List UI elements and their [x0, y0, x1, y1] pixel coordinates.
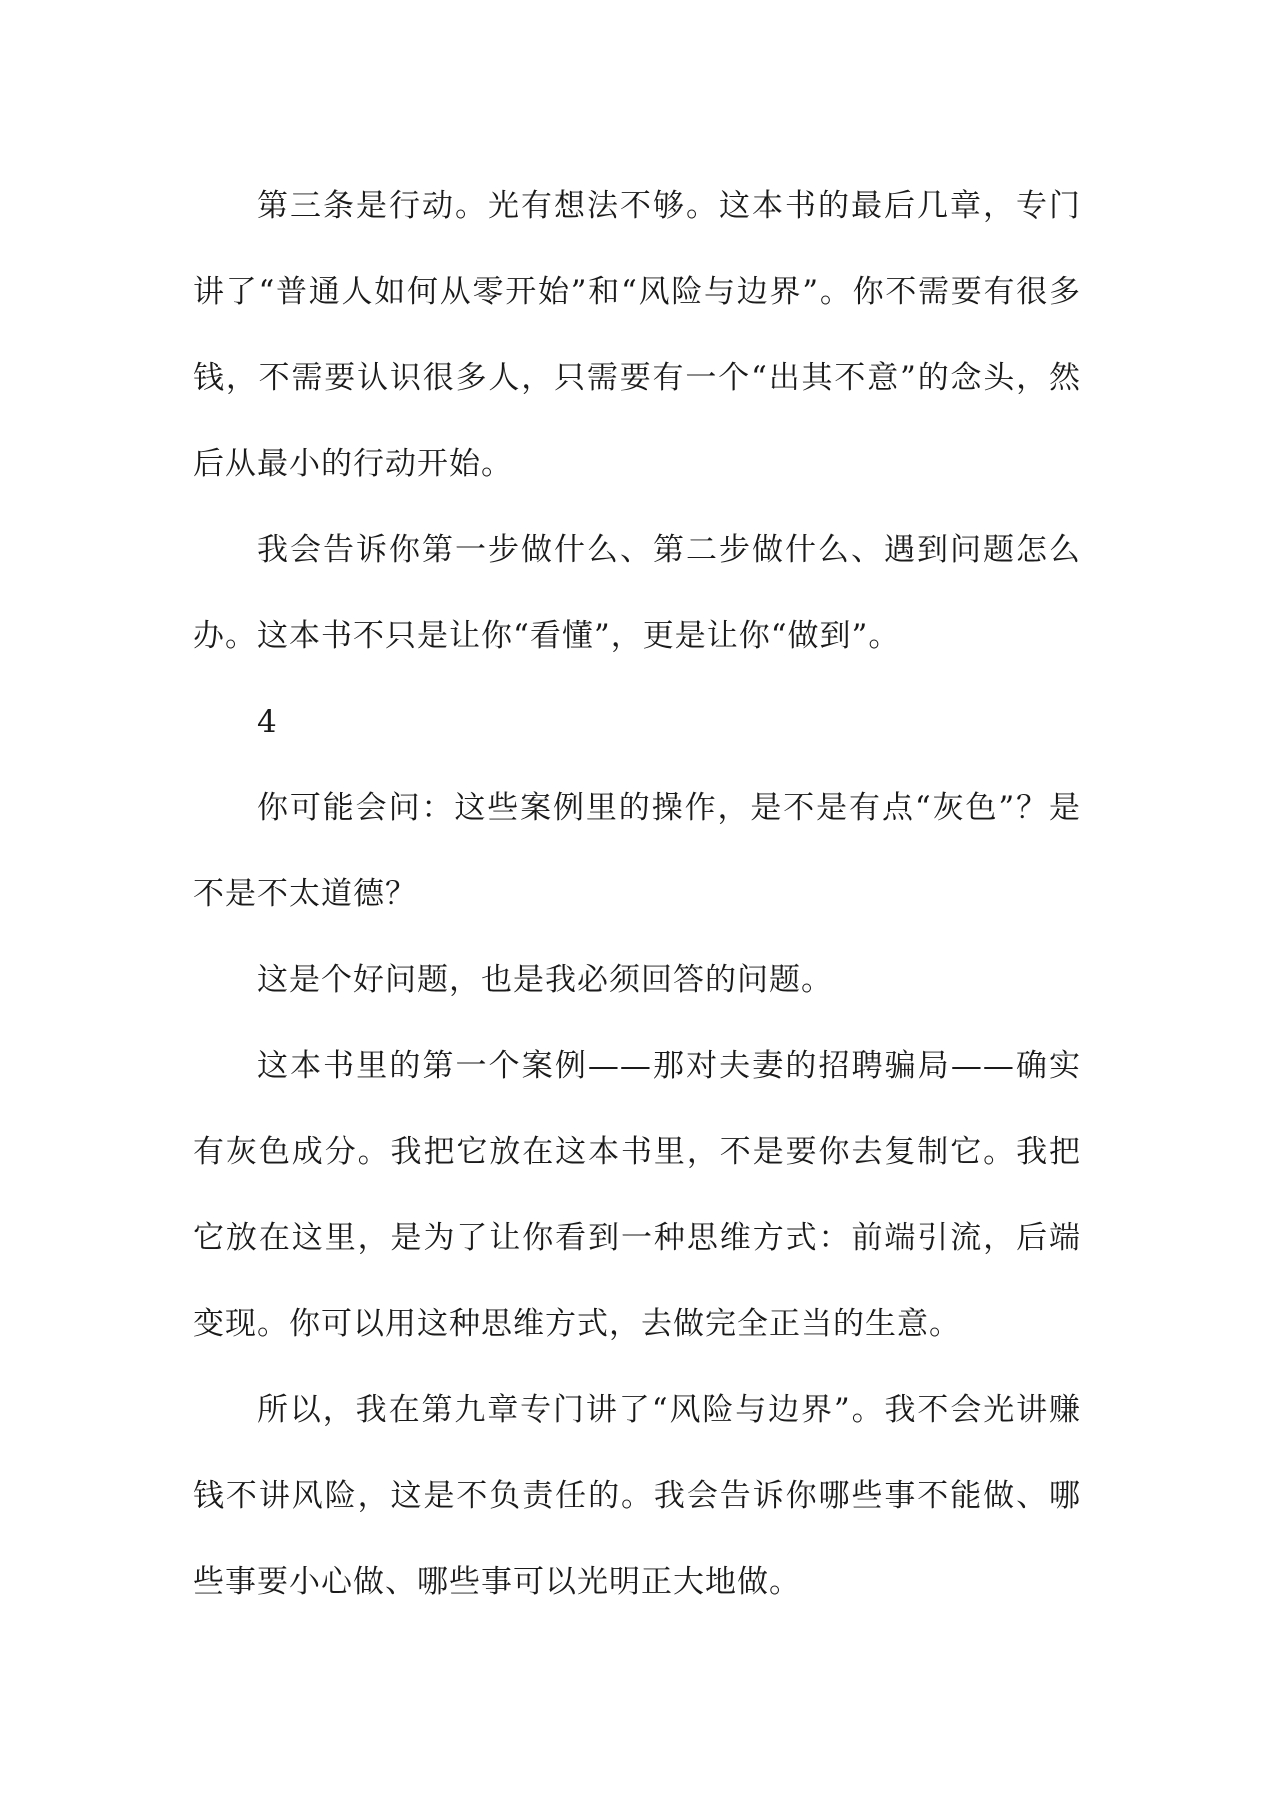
paragraph-action: 第三条是行动。光有想法不够。这本书的最后几章，专门讲了“普通人如何从零开始”和“风险与边界”。你不需要有很多钱，不需要认识很多人，只需要有一个“出其不意”的念头，然后从最小的行动开始。: [193, 188, 1081, 482]
body-text: [193, 163, 1081, 1625]
paragraph-good-question: 这是个好问题，也是我必须回答的问题。: [257, 962, 833, 998]
paragraph-risk-boundary: 所以，我在第九章专门讲了“风险与边界”。我不会光讲赚钱不讲风险，这是不负责任的。我会告诉你哪些事不能做、哪些事要小心做、哪些事可以光明正大地做。: [193, 1392, 1081, 1600]
paragraph-first-case: 这本书里的第一个案例——那对夫妻的招聘骗局——确实有灰色成分。我把它放在这本书里，不是要你去复制它。我把它放在这里，是为了让你看到一种思维方式：前端引流，后端变现。你可以用这种思维方式，去做完全正当的生意。: [193, 1048, 1081, 1342]
paragraph-question: 你可能会问：这些案例里的操作，是不是有点“灰色”？是不是不太道德？: [193, 790, 1081, 912]
section-number: 4: [257, 704, 278, 740]
paragraph-steps: 我会告诉你第一步做什么、第二步做什么、遇到问题怎么办。这本书不只是让你“看懂”，更是让你“做到”。: [193, 532, 1081, 654]
